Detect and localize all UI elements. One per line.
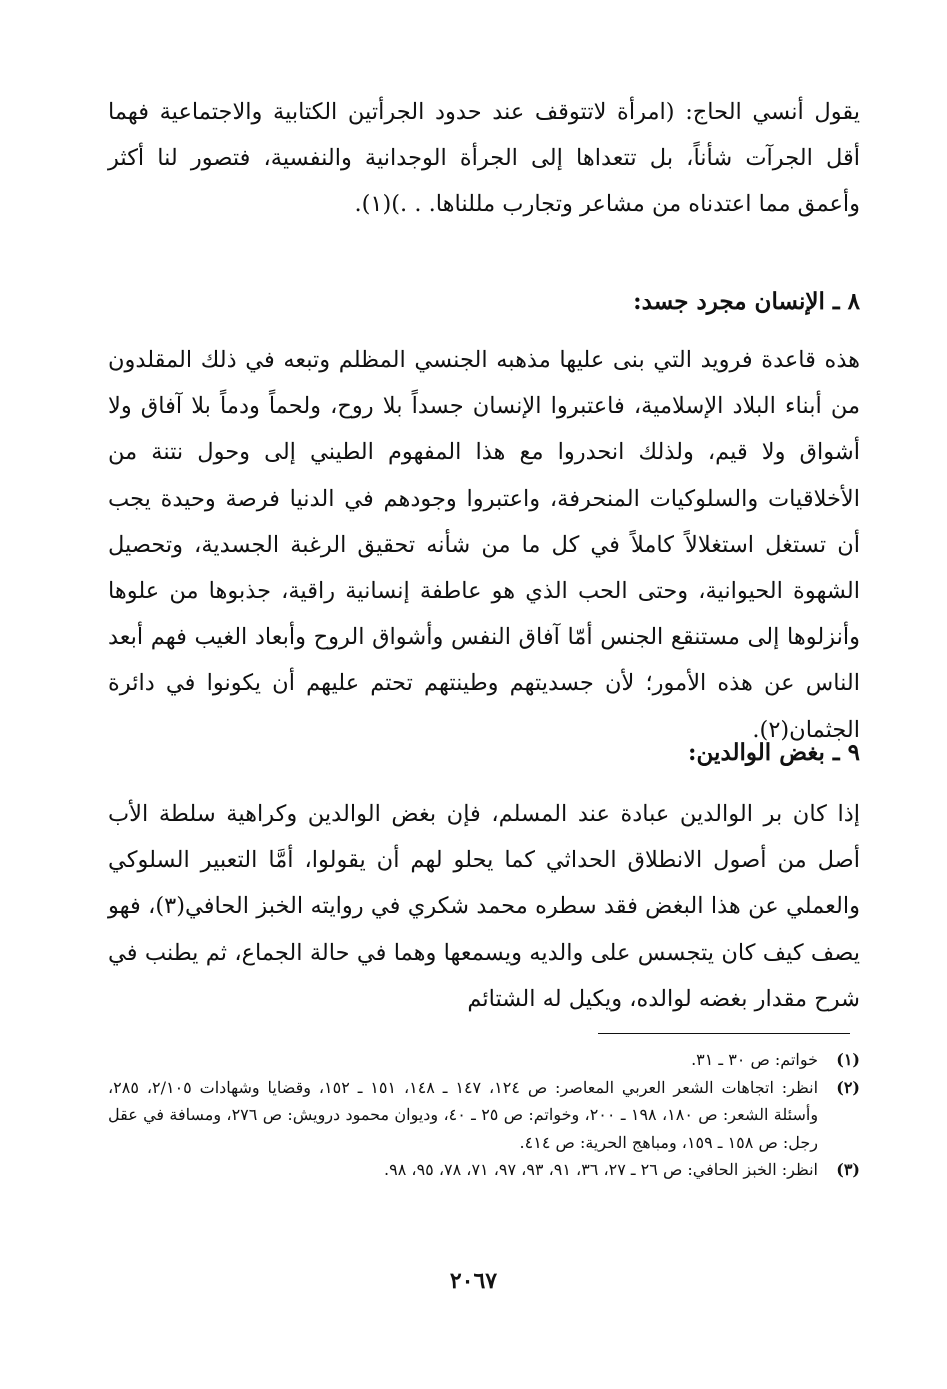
section-heading-9: ٩ ـ بغض الوالدين: bbox=[688, 739, 860, 766]
footnote-separator bbox=[598, 1033, 850, 1034]
section-heading-8: ٨ ـ الإنسان مجرد جسد: bbox=[633, 288, 860, 315]
footnote-item bbox=[108, 1156, 860, 1184]
paragraph-parents: إذا كان بر الوالدين عبادة عند المسلم، فإن بغض الوالدين وكراهية سلطة الأب أصل من أصول الانطلاق الحداثي كما يحلو لهم أن يقولوا، أمَّا التعبير السلوكي والعملي عن هذا البغض فقد سطره محمد شكري في روايته الخبز الحافي(٣)، فهو يصف كيف كان يتجسس على والديه ويسمعها وهما في حالة الجماع، ثم يطنب في شرح مقدار بغضه لوالده، ويكيل له الشتائم bbox=[108, 801, 860, 1012]
footnote-text: خواتم: ص ٣٠ ـ ٣١. bbox=[691, 1050, 818, 1069]
footnotes-list bbox=[108, 1046, 860, 1184]
paragraph-ansi-quote: يقول أنسي الحاج: (امرأة لاتتوقف عند حدود الجرأتين الكتابية والاجتماعية فهما أقل الجرآت شأناً، بل تتعداها إلى الجرأة الوجدانية والنفسية، فتصور لنا أكثر وأعمق مما اعتدناه من مشاعر وتجارب مللناها. . .)(١). bbox=[108, 99, 860, 218]
footnote-text: انظر: الخبز الحافي: ص ٢٦ ـ ٢٧، ٣٦، ٩١، ٩٣، ٩٧، ٧١، ٧٨، ٩٥، ٩٨. bbox=[384, 1160, 818, 1179]
footnote-number: (٣) bbox=[836, 1160, 860, 1179]
footnote-number: (٢) bbox=[836, 1077, 860, 1097]
footnote-number: (١) bbox=[836, 1050, 860, 1069]
footnote-item bbox=[108, 1046, 860, 1074]
page-number: ٢٠٦٧ bbox=[449, 1268, 498, 1294]
paragraph-freud: هذه قاعدة فرويد التي بنى عليها مذهبه الجنسي المظلم وتبعه في ذلك المقلدون من أبناء البلاد الإسلامية، فاعتبروا الإنسان جسداً بلا روح، ولحماً ودماً بلا آفاق ولا أشواق ولا قيم، ولذلك انحدروا مع هذا المفهوم الطيني إلى وحول نتنة من الأخلاقيات والسلوكيات المنحرفة، واعتبروا وجودهم في الدنيا فرصة وحيدة يجب أن تستغل استغلالاً كاملاً في كل ما من شأنه تحقيق الرغبة الجسدية، وتحصيل الشهوة الحيوانية، وحتى الحب الذي هو عاطفة إنسانية راقية، جذبوها من علوها وأنزلوها إلى مستنقع الجنس أمّا آفاق النفس وأشواق الروح وأبعاد الغيب فهم أبعد الناس عن هذه الأمور؛ لأن جسديتهم وطينتهم تحتم عليهم أن يكونوا في دائرة الجثمان(٢). bbox=[108, 347, 860, 743]
footnote-text: انظر: اتجاهات الشعر العربي المعاصر: ص ١٢٤، ١٤٧ ـ ١٤٨، ١٥١ ـ ١٥٢، وقضايا وشهادات ٢/١٠٥، ٢٨٥، وأسئلة الشعر: ص ١٨٠، ١٩٨ ـ ٢٠٠، وخواتم: ص ٢٥ ـ ٤٠، وديوان محمود درويش: ص ٢٧٦، ومسافة في عقل رجل: ص ١٥٨ ـ ١٥٩، ومباهج الحرية: ص ٤١٤. bbox=[108, 1077, 819, 1152]
footnote-item bbox=[108, 1074, 860, 1157]
